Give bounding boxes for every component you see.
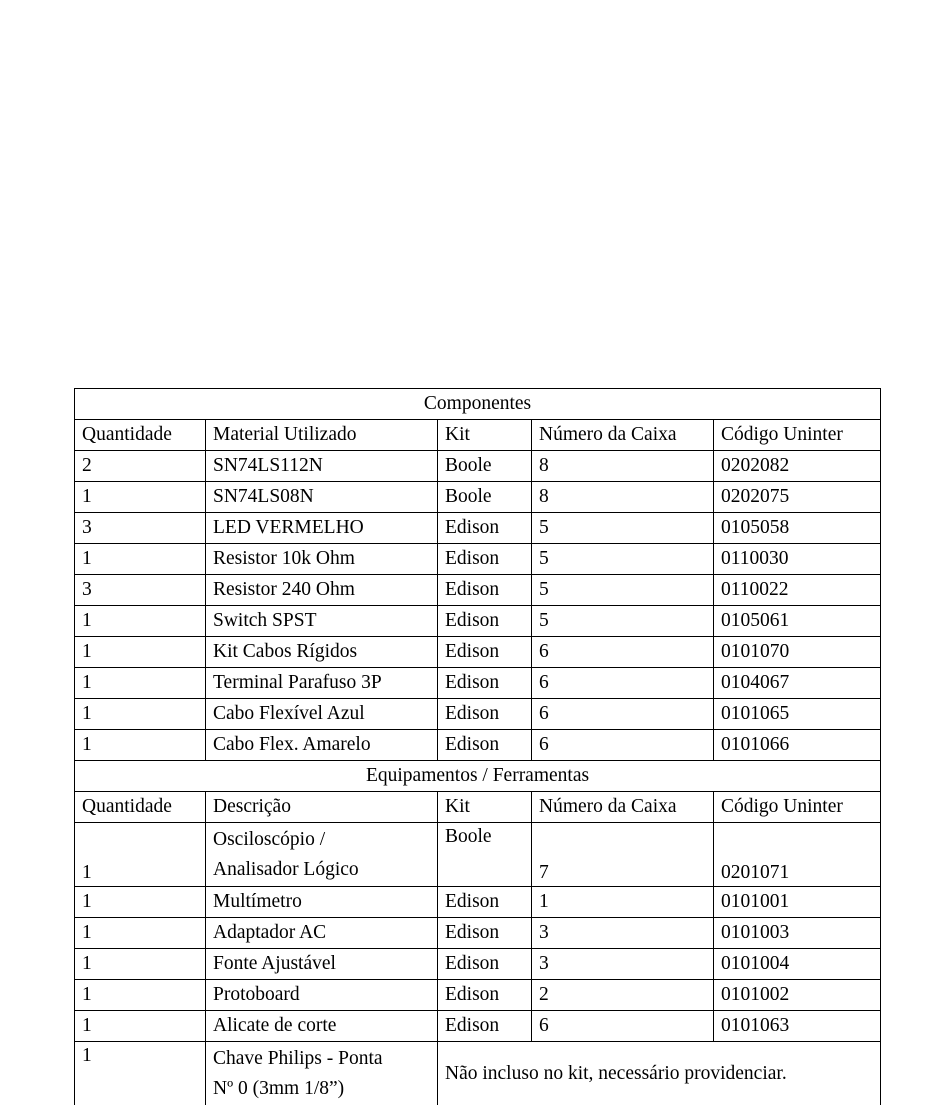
quantity-cell: 1	[75, 980, 206, 1011]
quantity-cell: 1	[75, 668, 206, 699]
code-cell: 0101065	[714, 699, 881, 730]
header-cell: Quantidade	[75, 420, 206, 451]
kit-cell: Boole	[438, 451, 532, 482]
table-row	[75, 606, 881, 637]
componentes-title-row	[75, 389, 881, 420]
box-cell: 1	[532, 887, 714, 918]
box-cell: 6	[532, 668, 714, 699]
quantity-cell: 1	[75, 606, 206, 637]
kit-cell: Edison	[438, 918, 532, 949]
box-cell: 5	[532, 513, 714, 544]
material-cell: Cabo Flex. Amarelo	[206, 730, 438, 761]
kit-cell: Edison	[438, 637, 532, 668]
table-row	[75, 513, 881, 544]
table-row	[75, 544, 881, 575]
box-cell: 6	[532, 730, 714, 761]
header-cell: Material Utilizado	[206, 420, 438, 451]
material-cell: Protoboard	[206, 980, 438, 1011]
equipamentos-title: Equipamentos / Ferramentas	[75, 761, 881, 792]
box-cell: 6	[532, 699, 714, 730]
box-cell: 3	[532, 949, 714, 980]
kit-cell: Edison	[438, 887, 532, 918]
table-row	[75, 1042, 881, 1106]
quantity-cell: 1	[75, 699, 206, 730]
kit-cell: Edison	[438, 513, 532, 544]
material-cell: Kit Cabos Rígidos	[206, 637, 438, 668]
note-cell: Não incluso no kit, necessário providenciar.	[438, 1042, 881, 1106]
material-cell: Fonte Ajustável	[206, 949, 438, 980]
kit-cell: Edison	[438, 699, 532, 730]
code-cell: 0105061	[714, 606, 881, 637]
material-cell: Resistor 10k Ohm	[206, 544, 438, 575]
quantity-cell: 1	[75, 949, 206, 980]
header-cell: Código Uninter	[714, 792, 881, 823]
table-row	[75, 823, 881, 887]
material-cell: Adaptador AC	[206, 918, 438, 949]
quantity-cell: 1	[75, 482, 206, 513]
description-line: Osciloscópio /	[213, 828, 326, 850]
box-cell: 7	[532, 823, 714, 887]
code-cell: 0110030	[714, 544, 881, 575]
header-cell: Número da Caixa	[532, 792, 714, 823]
quantity-cell: 1	[75, 637, 206, 668]
code-cell: 0202075	[714, 482, 881, 513]
box-cell: 6	[532, 637, 714, 668]
header-cell: Código Uninter	[714, 420, 881, 451]
kit-cell: Edison	[438, 668, 532, 699]
description-line: Chave Philips - Ponta	[213, 1047, 383, 1069]
table-row	[75, 637, 881, 668]
table-row	[75, 699, 881, 730]
box-cell: 8	[532, 482, 714, 513]
material-cell: LED VERMELHO	[206, 513, 438, 544]
table-row	[75, 1011, 881, 1042]
code-cell: 0105058	[714, 513, 881, 544]
table-row	[75, 887, 881, 918]
code-cell: 0101070	[714, 637, 881, 668]
table-row	[75, 668, 881, 699]
kit-cell: Edison	[438, 544, 532, 575]
componentes-header-row	[75, 420, 881, 451]
material-cell: Cabo Flexível Azul	[206, 699, 438, 730]
quantity-cell: 1	[75, 887, 206, 918]
description-cell	[206, 1042, 438, 1106]
code-cell: 0101066	[714, 730, 881, 761]
kit-cell: Edison	[438, 949, 532, 980]
header-cell: Descrição	[206, 792, 438, 823]
quantity-cell: 3	[75, 513, 206, 544]
material-cell: SN74LS08N	[206, 482, 438, 513]
box-cell: 3	[532, 918, 714, 949]
kit-cell: Edison	[438, 575, 532, 606]
quantity-cell: 2	[75, 451, 206, 482]
description-cell	[206, 823, 438, 887]
table-row	[75, 482, 881, 513]
code-cell: 0202082	[714, 451, 881, 482]
quantity-cell: 1	[75, 823, 206, 887]
material-cell: SN74LS112N	[206, 451, 438, 482]
code-cell: 0101002	[714, 980, 881, 1011]
table-row	[75, 918, 881, 949]
kit-cell: Edison	[438, 606, 532, 637]
table-row	[75, 980, 881, 1011]
code-cell: 0101001	[714, 887, 881, 918]
box-cell: 6	[532, 1011, 714, 1042]
code-cell: 0110022	[714, 575, 881, 606]
equipamentos-header-row	[75, 792, 881, 823]
box-cell: 2	[532, 980, 714, 1011]
quantity-cell: 1	[75, 544, 206, 575]
material-cell: Resistor 240 Ohm	[206, 575, 438, 606]
header-cell: Número da Caixa	[532, 420, 714, 451]
kit-cell: Boole	[438, 823, 532, 887]
quantity-cell: 1	[75, 918, 206, 949]
quantity-cell: 1	[75, 1011, 206, 1042]
quantity-cell: 1	[75, 1042, 206, 1106]
box-cell: 8	[532, 451, 714, 482]
kit-cell: Edison	[438, 1011, 532, 1042]
material-cell: Switch SPST	[206, 606, 438, 637]
description-line: Nº 0 (3mm 1/8”)	[213, 1077, 345, 1099]
box-cell: 5	[532, 575, 714, 606]
quantity-cell: 1	[75, 730, 206, 761]
kit-cell: Edison	[438, 980, 532, 1011]
description-line: Analisador Lógico	[213, 858, 359, 880]
code-cell: 0101003	[714, 918, 881, 949]
header-cell: Kit	[438, 420, 532, 451]
componentes-title: Componentes	[75, 389, 881, 420]
material-cell: Multímetro	[206, 887, 438, 918]
box-cell: 5	[532, 606, 714, 637]
material-cell: Terminal Parafuso 3P	[206, 668, 438, 699]
materials-table	[74, 388, 881, 1105]
code-cell: 0101063	[714, 1011, 881, 1042]
table-row	[75, 730, 881, 761]
box-cell: 5	[532, 544, 714, 575]
quantity-cell: 3	[75, 575, 206, 606]
kit-cell: Boole	[438, 482, 532, 513]
table-row	[75, 451, 881, 482]
table-row	[75, 575, 881, 606]
equipamentos-title-row	[75, 761, 881, 792]
code-cell: 0201071	[714, 823, 881, 887]
header-cell: Quantidade	[75, 792, 206, 823]
header-cell: Kit	[438, 792, 532, 823]
kit-cell: Edison	[438, 730, 532, 761]
table-row	[75, 949, 881, 980]
code-cell: 0104067	[714, 668, 881, 699]
code-cell: 0101004	[714, 949, 881, 980]
material-cell: Alicate de corte	[206, 1011, 438, 1042]
